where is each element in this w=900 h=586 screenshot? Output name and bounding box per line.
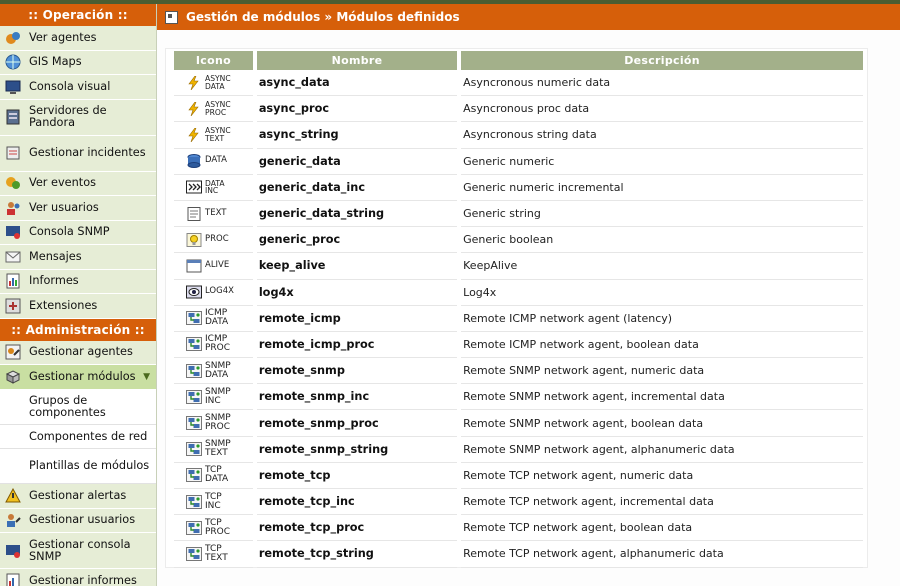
alerts-icon: [5, 488, 21, 504]
operation-menu: [0, 26, 156, 319]
manage-reports-icon: [5, 573, 21, 586]
module-type-label-line: TEXT: [205, 448, 228, 459]
envelope-icon: [5, 249, 21, 265]
module-description: Generic numeric incremental: [461, 175, 863, 201]
module-type-label-line: ICMP: [205, 308, 228, 319]
sidebar-item-gis-maps[interactable]: [0, 51, 156, 76]
table-row[interactable]: [174, 489, 863, 515]
module-type-badge: [186, 493, 253, 511]
module-type-label-line: INC: [205, 500, 221, 511]
admin-menu-top: [0, 341, 156, 390]
module-type-badge: [186, 414, 253, 432]
module-type-label: [205, 262, 229, 270]
module-type-label: [205, 440, 231, 458]
table-header-row: [174, 51, 863, 70]
module-type-label: [205, 157, 227, 165]
users-icon: [5, 200, 21, 216]
module-name[interactable]: async_data: [257, 70, 457, 96]
monitor-icon: [5, 79, 21, 95]
module-name[interactable]: keep_alive: [257, 253, 457, 279]
module-description: Remote SNMP network agent, alphanumeric data: [461, 437, 863, 463]
sidebar-item-gestionar-alertas[interactable]: [0, 484, 156, 509]
sidebar-item-label: Consola visual: [29, 79, 111, 93]
module-icon-cell: [174, 149, 253, 175]
module-type-label-line: PROC: [205, 107, 227, 117]
submenu-item-plantillas-de-m-dulos[interactable]: Plantillas de módulos: [0, 449, 156, 484]
module-type-label-line: ASYNC: [205, 100, 231, 110]
lightning-icon: [186, 102, 202, 116]
module-name[interactable]: remote_icmp: [257, 306, 457, 332]
module-type-badge: [186, 309, 253, 327]
page-title: Gestión de módulos » Módulos definidos: [186, 10, 460, 24]
module-type-label-line: PROC: [205, 233, 229, 244]
module-icon-cell: [174, 70, 253, 96]
module-type-label: [205, 519, 230, 537]
module-type-label: [205, 75, 231, 90]
module-icon-cell: [174, 96, 253, 122]
window-icon: [186, 259, 202, 273]
module-type-label-line: PROC: [205, 422, 231, 433]
table-row[interactable]: [174, 175, 863, 201]
module-description: Remote ICMP network agent (latency): [461, 306, 863, 332]
table-row[interactable]: [174, 253, 863, 279]
module-type-label-line: DATA: [205, 474, 229, 485]
main-content: [157, 4, 900, 586]
modules-submenu: [0, 390, 156, 485]
module-icon-cell: [174, 489, 253, 515]
lightbulb-icon: [186, 233, 202, 247]
lightning-icon: [186, 76, 202, 90]
table-row[interactable]: [174, 437, 863, 463]
sidebar-item-label: Gestionar alertas: [29, 488, 127, 502]
sidebar-item-label: Ver eventos: [29, 176, 97, 190]
sidebar-item-label: Ver usuarios: [29, 200, 99, 214]
table-row[interactable]: [174, 149, 863, 175]
module-name[interactable]: generic_data_inc: [257, 175, 457, 201]
table-row[interactable]: [174, 96, 863, 122]
sidebar-item-label: Ver agentes: [29, 30, 97, 44]
table-row[interactable]: [174, 515, 863, 541]
module-icon-cell: [174, 410, 253, 436]
admin-header: :: Administración ::: [0, 319, 156, 341]
sidebar-item-label: Gestionar agentes: [29, 345, 133, 359]
sidebar-item-gestionar-consola-snmp[interactable]: [0, 533, 156, 569]
sidebar-item-label: Mensajes: [29, 249, 82, 263]
module-name[interactable]: remote_snmp: [257, 358, 457, 384]
module-icon-cell: [174, 541, 253, 567]
network-module-icon: [186, 364, 202, 378]
module-icon-cell: [174, 463, 253, 489]
extensions-icon: [5, 298, 21, 314]
module-icon-cell: [174, 122, 253, 148]
module-type-badge: [186, 127, 253, 142]
module-icon-cell: [174, 332, 253, 358]
module-type-label-line: DATA: [205, 317, 229, 328]
module-name[interactable]: remote_snmp_inc: [257, 384, 457, 410]
module-type-label-line: INC: [205, 186, 219, 196]
sidebar-item-label: Gestionar módulos: [29, 369, 136, 383]
sidebar-item-label: Servidores de Pandora: [29, 104, 107, 129]
module-type-badge: [186, 180, 253, 195]
module-type-label: [205, 180, 225, 195]
module-description: Asyncronous proc data: [461, 96, 863, 122]
sidebar-item-mensajes[interactable]: [0, 245, 156, 270]
module-description: Remote ICMP network agent, boolean data: [461, 332, 863, 358]
module-type-badge: [186, 154, 253, 168]
module-icon-cell: [174, 437, 253, 463]
module-type-label: [205, 414, 231, 432]
module-type-label-line: PROC: [205, 526, 231, 537]
submenu-item-componentes-de-red[interactable]: Componentes de red: [0, 425, 156, 450]
sidebar-item-ver-eventos[interactable]: [0, 172, 156, 197]
module-type-badge: [186, 101, 253, 116]
sidebar-item-servidores-de-pandora[interactable]: [0, 100, 156, 136]
module-icon-cell: [174, 227, 253, 253]
sidebar-item-informes[interactable]: [0, 270, 156, 295]
module-type-label-line: SNMP: [205, 439, 231, 450]
module-name[interactable]: async_proc: [257, 96, 457, 122]
lightning-icon: [186, 128, 202, 142]
module-type-label: [205, 207, 227, 218]
modules-table: [170, 51, 867, 568]
table-row[interactable]: [174, 358, 863, 384]
module-type-label-line: ALIVE: [205, 260, 230, 271]
module-type-label: [205, 309, 228, 327]
module-type-badge: [186, 388, 253, 406]
module-description: Asyncronous numeric data: [461, 70, 863, 96]
table-row[interactable]: [174, 463, 863, 489]
snmp-console-icon: [5, 224, 21, 240]
module-type-label: [205, 335, 230, 353]
module-type-badge: [186, 233, 253, 247]
module-type-label-line: SNMP: [205, 386, 231, 397]
module-icon-cell: [174, 201, 253, 227]
sidebar-item-ver-agentes[interactable]: [0, 26, 156, 51]
sidebar-item-ver-usuarios[interactable]: [0, 196, 156, 221]
module-type-label-line: TEXT: [205, 207, 227, 218]
module-type-badge: [186, 207, 253, 221]
sidebar-item-gestionar-incidentes[interactable]: [0, 136, 156, 172]
module-type-badge: [186, 440, 253, 458]
module-description: Remote TCP network agent, boolean data: [461, 515, 863, 541]
network-module-icon: [186, 468, 202, 482]
events-icon: [5, 175, 21, 191]
table-row[interactable]: [174, 306, 863, 332]
sidebar-item-label: Consola SNMP: [29, 225, 110, 239]
module-type-label-line: TCP: [205, 465, 222, 476]
table-row[interactable]: [174, 227, 863, 253]
module-type-label-line: INC: [205, 395, 221, 406]
manage-snmp-icon: [5, 543, 21, 559]
module-name[interactable]: remote_tcp_inc: [257, 489, 457, 515]
module-name[interactable]: remote_icmp_proc: [257, 332, 457, 358]
module-type-label-line: DATA: [205, 81, 225, 91]
module-description: Generic boolean: [461, 227, 863, 253]
module-type-badge: [186, 285, 253, 299]
module-icon-cell: [174, 253, 253, 279]
sidebar-item-consola-snmp[interactable]: [0, 221, 156, 246]
sidebar-item-label: Informes: [29, 274, 79, 288]
database-icon: [186, 154, 202, 168]
module-type-label: [205, 288, 234, 296]
module-type-label-line: TEXT: [205, 133, 225, 143]
module-icon-cell: [174, 306, 253, 332]
incremental-arrows-icon: [186, 180, 202, 194]
table-row[interactable]: [174, 384, 863, 410]
incident-icon: [5, 145, 21, 161]
sidebar-item-gestionar-usuarios[interactable]: [0, 509, 156, 534]
module-type-label-line: TCP: [205, 543, 222, 554]
module-name[interactable]: remote_tcp_string: [257, 541, 457, 567]
module-icon-cell: [174, 280, 253, 306]
column-header-icon[interactable]: Icono: [174, 51, 253, 70]
column-header-name[interactable]: Nombre: [257, 51, 457, 70]
server-icon: [5, 109, 21, 125]
sidebar-item-label: Gestionar consola SNMP: [29, 537, 131, 563]
sidebar-item-gestionar-informes[interactable]: [0, 569, 156, 586]
network-module-icon: [186, 547, 202, 561]
module-type-badge: [186, 519, 253, 537]
network-module-icon: [186, 521, 202, 535]
table-row[interactable]: [174, 70, 863, 96]
network-module-icon: [186, 390, 202, 404]
module-type-label: [205, 466, 228, 484]
module-type-label: [205, 101, 231, 116]
network-module-icon: [186, 442, 202, 456]
sidebar-item-extensiones[interactable]: [0, 294, 156, 319]
module-name[interactable]: remote_snmp_string: [257, 437, 457, 463]
module-type-label-line: TEXT: [205, 552, 228, 563]
sidebar-item-label: Gestionar usuarios: [29, 513, 136, 527]
module-description: Remote TCP network agent, numeric data: [461, 463, 863, 489]
module-name[interactable]: async_string: [257, 122, 457, 148]
module-description: Generic string: [461, 201, 863, 227]
sidebar-item-gestionar-agentes[interactable]: [0, 341, 156, 366]
modules-icon: [5, 369, 21, 385]
manage-agents-icon: [5, 344, 21, 360]
module-type-label-line: DATA: [205, 178, 225, 188]
eye-icon: [186, 285, 202, 299]
module-name[interactable]: remote_tcp_proc: [257, 515, 457, 541]
sidebar-item-label: Gestionar incidentes: [29, 146, 146, 159]
module-icon-cell: [174, 515, 253, 541]
module-type-label-line: ICMP: [205, 334, 228, 345]
table-row[interactable]: [174, 280, 863, 306]
operation-header: :: Operación ::: [0, 4, 156, 26]
module-icon-cell: [174, 384, 253, 410]
module-type-label-line: PROC: [205, 343, 231, 354]
module-description: Asyncronous string data: [461, 122, 863, 148]
table-row[interactable]: [174, 201, 863, 227]
module-type-label: [205, 545, 228, 563]
module-type-label-line: DATA: [205, 155, 227, 166]
admin-menu-bottom: [0, 484, 156, 586]
module-type-label: [205, 388, 231, 406]
sidebar-item-consola-visual[interactable]: [0, 75, 156, 100]
table-row[interactable]: [174, 541, 863, 567]
module-type-badge: [186, 259, 253, 273]
module-type-badge: [186, 545, 253, 563]
network-module-icon: [186, 311, 202, 325]
module-type-label-line: ASYNC: [205, 126, 231, 136]
module-type-label-line: SNMP: [205, 413, 231, 424]
module-type-label-line: LOG4X: [205, 286, 234, 297]
manage-users-icon: [5, 512, 21, 528]
network-module-icon: [186, 337, 202, 351]
module-type-label-line: ASYNC: [205, 74, 231, 84]
module-name[interactable]: remote_tcp: [257, 463, 457, 489]
module-name[interactable]: generic_data_string: [257, 201, 457, 227]
table-row[interactable]: [174, 122, 863, 148]
chevron-down-icon[interactable]: ▼: [143, 371, 150, 382]
module-type-badge: [186, 466, 253, 484]
table-row[interactable]: [174, 332, 863, 358]
module-description: Remote TCP network agent, alphanumeric data: [461, 541, 863, 567]
text-document-icon: [186, 207, 202, 221]
module-type-badge: [186, 362, 253, 380]
module-description: Remote TCP network agent, incremental data: [461, 489, 863, 515]
column-header-description[interactable]: Descripción: [461, 51, 863, 70]
module-name[interactable]: remote_snmp_proc: [257, 410, 457, 436]
module-description: Remote SNMP network agent, incremental data: [461, 384, 863, 410]
submenu-item-grupos-de-componentes[interactable]: Grupos de componentes: [0, 390, 156, 425]
sidebar-item-label: Gestionar informes: [29, 573, 137, 586]
module-type-label-line: SNMP: [205, 360, 231, 371]
module-description: KeepAlive: [461, 253, 863, 279]
sidebar-item-label: GIS Maps: [29, 55, 82, 69]
module-type-badge: [186, 335, 253, 353]
module-type-label: [205, 127, 231, 142]
sidebar-item-label: Extensiones: [29, 298, 98, 312]
module-name[interactable]: generic_proc: [257, 227, 457, 253]
network-module-icon: [186, 495, 202, 509]
sidebar: [0, 4, 157, 586]
module-description: Remote SNMP network agent, numeric data: [461, 358, 863, 384]
module-name[interactable]: generic_data: [257, 149, 457, 175]
module-type-label-line: DATA: [205, 369, 229, 380]
network-module-icon: [186, 416, 202, 430]
modules-panel: [165, 48, 868, 568]
agents-icon: [5, 30, 21, 46]
module-icon-cell: [174, 175, 253, 201]
module-type-label-line: TCP: [205, 517, 222, 528]
module-name[interactable]: log4x: [257, 280, 457, 306]
module-type-badge: [186, 75, 253, 90]
module-description: Remote SNMP network agent, boolean data: [461, 410, 863, 436]
module-icon-cell: [174, 358, 253, 384]
module-type-label: [205, 493, 222, 511]
module-description: Generic numeric: [461, 149, 863, 175]
module-header-icon: [165, 11, 178, 24]
page-header: [157, 4, 900, 30]
report-icon: [5, 273, 21, 289]
module-description: Log4x: [461, 280, 863, 306]
table-row[interactable]: [174, 410, 863, 436]
sidebar-item-gestionar-modulos[interactable]: [0, 365, 156, 390]
globe-icon: [5, 54, 21, 70]
module-type-label-line: TCP: [205, 491, 222, 502]
module-type-label: [205, 233, 229, 244]
module-type-label: [205, 362, 231, 380]
